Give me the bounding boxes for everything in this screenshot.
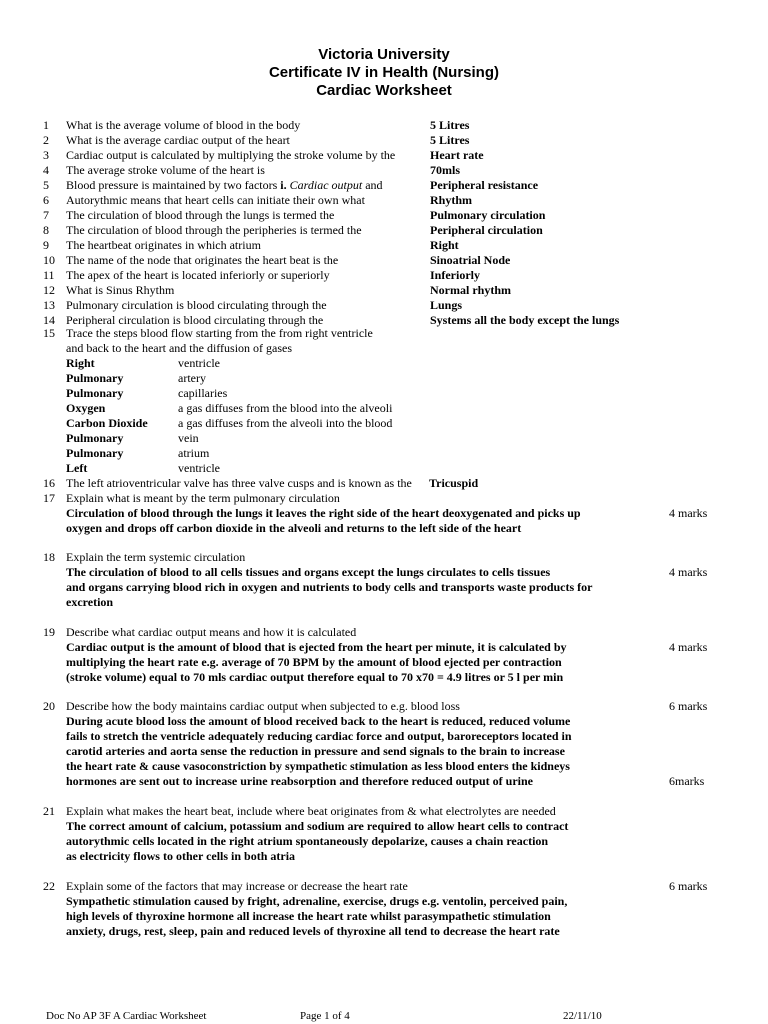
question-text: The apex of the heart is located inferiorly or superiorly [66, 268, 330, 282]
answer-line: oxygen and drops off carbon dioxide in the alveoli and returns to the left side of the heart [66, 521, 522, 535]
flow-term: Pulmonary [66, 431, 124, 445]
answer-20 [66, 714, 666, 789]
question-text: Explain what is meant by the term pulmonary circulation [66, 491, 340, 505]
question-text: The heartbeat originates in which atrium [66, 238, 261, 252]
question-number: 10 [43, 253, 55, 267]
course-name: Certificate IV in Health (Nursing) [268, 64, 500, 81]
title-block [0, 46, 768, 100]
question-text: What is Sinus Rhythm [66, 283, 175, 297]
question-text: Explain the term systemic circulation [66, 550, 246, 564]
question-number: 3 [43, 148, 49, 162]
answer-21 [66, 819, 666, 864]
answer-line: Sympathetic stimulation caused by fright, adrenaline, exercise, drugs e.g. ventolin, perceived pain, [66, 894, 568, 908]
answer-line: Circulation of blood through the lungs it leaves the right side of the heart deoxygenated and picks up [66, 506, 581, 520]
marks-19: 4 marks [669, 640, 708, 654]
footer-date: 22/11/10 [563, 1010, 602, 1022]
flow-term: Pulmonary [66, 386, 124, 400]
answer: Normal rhythm [430, 283, 511, 297]
answer-line: During acute blood loss the amount of blood received back to the heart is reduced, reduced volume [66, 714, 571, 728]
question-text: The circulation of blood through the lungs is termed the [66, 208, 335, 222]
question-number: 18 [43, 550, 55, 564]
question-number: 5 [43, 178, 49, 192]
question-text: Describe what cardiac output means and how it is calculated [66, 625, 357, 639]
answer-line: autorythmic cells located in the right atrium spontaneously depolarize, causes a chain reaction [66, 834, 549, 848]
question-number: 13 [43, 298, 55, 312]
question-number: 4 [43, 163, 49, 177]
flow-term: Left [66, 461, 88, 475]
flow-description: capillaries [178, 386, 228, 400]
question-text: The circulation of blood through the peripheries is termed the [66, 223, 362, 237]
answer: 5 Litres [430, 118, 470, 132]
flow-description: a gas diffuses from the alveoli into the blood [178, 416, 393, 430]
question-text: Pulmonary circulation is blood circulating through the [66, 298, 327, 312]
question-text: The left atrioventricular valve has three valve cusps and is known as the [66, 476, 412, 490]
answer-22 [66, 894, 666, 939]
answer-line: anxiety, drugs, rest, sleep, pain and reduced levels of thyroxine all tend to decrease the heart rate [66, 924, 560, 938]
answer: 5 Litres [430, 133, 470, 147]
answer-18 [66, 565, 666, 610]
question-number: 2 [43, 133, 49, 147]
answer-line: excretion [66, 595, 114, 609]
answer: 70mls [430, 163, 460, 177]
answer-line: carotid arteries and aorta sense the reduction in pressure and send signals to the brain to increase [66, 744, 565, 758]
question-text: Trace the steps blood flow starting from the from right ventricle [66, 326, 373, 340]
flow-description: atrium [178, 446, 210, 460]
question-number: 16 [43, 476, 55, 490]
marks-17: 4 marks [669, 506, 708, 520]
question-text: Peripheral circulation is blood circulating through the [66, 313, 324, 327]
flow-term: Oxygen [66, 401, 106, 415]
answer: Tricuspid [429, 476, 479, 490]
flow-description: ventricle [178, 356, 220, 370]
answer-17 [66, 506, 666, 536]
flow-term: Right [66, 356, 95, 370]
marks-20: 6 marks [669, 699, 708, 713]
flow-description: artery [178, 371, 206, 385]
question-number: 22 [43, 879, 55, 893]
question-number: 8 [43, 223, 49, 237]
question-text: The average stroke volume of the heart is [66, 163, 265, 177]
question-text-part: Cardiac output [286, 178, 363, 192]
answer: Right [430, 238, 459, 252]
answer: Inferiorly [430, 268, 480, 282]
answer: Systems all the body except the lungs [430, 313, 620, 327]
question-number: 9 [43, 238, 49, 252]
flow-description: vein [178, 431, 199, 445]
answer-19 [66, 640, 666, 685]
answer-line: high levels of thyroxine hormone all increase the heart rate whilst parasympathetic stimulation [66, 909, 551, 923]
answer-line: (stroke volume) equal to 70 mls cardiac output therefore equal to 70 x70 = 4.9 litres or 5 l per min [66, 670, 564, 684]
answer: Heart rate [430, 148, 484, 162]
question-text: What is the average cardiac output of the heart [66, 133, 290, 147]
flow-term: Carbon Dioxide [66, 416, 148, 430]
question-text: The name of the node that originates the heart beat is the [66, 253, 339, 267]
question-number: 1 [43, 118, 49, 132]
marks-22: 6 marks [669, 879, 708, 893]
answer: Peripheral circulation [430, 223, 543, 237]
answer-line: the heart rate & cause vasoconstriction by sympathetic stimulation as less blood enters the kidneys [66, 759, 570, 773]
answer: Rhythm [430, 193, 473, 207]
marks-18: 4 marks [669, 565, 708, 579]
question-number: 12 [43, 283, 55, 297]
question-text-part: Blood pressure is maintained by two factors [66, 178, 281, 192]
answer: Peripheral resistance [430, 178, 539, 192]
flow-term: Pulmonary [66, 371, 124, 385]
document-number: Doc No AP 3F A Cardiac Worksheet [46, 1010, 207, 1022]
question-text-part: and [362, 178, 383, 192]
question-text [66, 178, 383, 193]
answer: Lungs [430, 298, 463, 312]
answer-line: as electricity flows to other cells in both atria [66, 849, 296, 863]
worksheet-title: Cardiac Worksheet [316, 82, 452, 99]
page-number: Page 1 of 4 [300, 1010, 350, 1022]
answer: Sinoatrial Node [430, 253, 511, 267]
marks-20-secondary: 6marks [669, 774, 705, 788]
question-text: Describe how the body maintains cardiac output when subjected to e.g. blood loss [66, 699, 460, 713]
answer-line: fails to stretch the ventricle adequately reducing cardiac force and output, baroreceptors located in [66, 729, 572, 743]
flow-description: ventricle [178, 461, 220, 475]
answer-line: and organs carrying blood rich in oxygen and nutrients to body cells and transports waste products for [66, 580, 593, 594]
university-name: Victoria University [318, 46, 450, 63]
question-number: 17 [43, 491, 55, 505]
question-number: 19 [43, 625, 55, 639]
question-text: What is the average volume of blood in the body [66, 118, 301, 132]
question-text: Autorythmic means that heart cells can initiate their own what [66, 193, 365, 207]
question-text: Explain what makes the heart beat, include where beat originates from & what electrolytes are needed [66, 804, 556, 818]
flow-term: Pulmonary [66, 446, 124, 460]
question-text-part: i. [280, 178, 287, 192]
question-number: 6 [43, 193, 49, 207]
question-number: 11 [43, 268, 55, 282]
question-number: 21 [43, 804, 55, 818]
question-number: 7 [43, 208, 49, 222]
question-15-continued: and back to the heart and the diffusion of gases [66, 341, 293, 355]
answer-line: Cardiac output is the amount of blood that is ejected from the heart per minute, it is calculated by [66, 640, 567, 654]
question-text: Cardiac output is calculated by multiplying the stroke volume by the [66, 148, 396, 162]
answer: Pulmonary circulation [430, 208, 546, 222]
answer-line: The circulation of blood to all cells tissues and organs except the lungs circulates to cells tissues [66, 565, 551, 579]
answer-line: The correct amount of calcium, potassium and sodium are required to allow heart cells to contract [66, 819, 569, 833]
question-text: Explain some of the factors that may increase or decrease the heart rate [66, 879, 408, 893]
question-number: 15 [43, 326, 55, 340]
answer-line: multiplying the heart rate e.g. average of 70 BPM by the amount of blood ejected per contraction [66, 655, 562, 669]
flow-description: a gas diffuses from the blood into the alveoli [178, 401, 393, 415]
question-number: 20 [43, 699, 55, 713]
answer-line: hormones are sent out to increase urine reabsorption and therefore reduced output of urine [66, 774, 533, 788]
question-number: 14 [43, 313, 55, 327]
